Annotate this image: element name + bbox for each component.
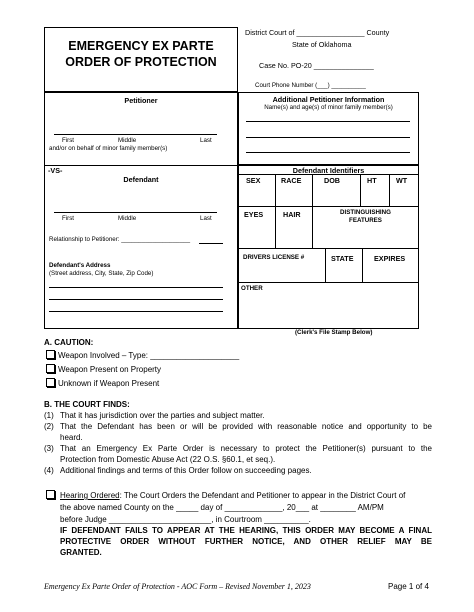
id-divider <box>275 206 276 248</box>
additional-petitioner-heading: Additional Petitioner Information <box>272 95 385 104</box>
defendant-last-label: Last <box>200 215 212 222</box>
page-number: Page 1 of 4 <box>388 582 429 591</box>
finding-num: (1) <box>44 411 54 420</box>
weapon-involved-checkbox[interactable] <box>46 350 55 359</box>
weapon-involved-label: Weapon Involved – Type: ____________________ <box>58 351 240 360</box>
expires-label: EXPIRES <box>374 254 406 263</box>
minor-line-2[interactable] <box>246 137 410 138</box>
state-line: State of Oklahoma <box>292 40 352 49</box>
hearing-text: : The Court Orders the Defendant and Petitioner to appear in the District Court of <box>119 491 406 500</box>
id-row-divider <box>238 282 419 283</box>
sex-label: SEX <box>246 176 261 185</box>
identifiers-row-top <box>238 174 419 175</box>
hearing-judge-line[interactable]: before Judge _______________________, in Courtroom __________. <box>60 515 311 524</box>
hearing-ordered-label: Hearing Ordered <box>60 491 120 500</box>
address-line-1[interactable] <box>49 287 223 288</box>
id-divider <box>325 248 326 282</box>
district-court-line[interactable]: District Court of _________________ County <box>245 28 390 37</box>
footer-form-name: Emergency Ex Parte Order of Protection - AOC Form – Revised November 1, 2023 <box>44 582 311 591</box>
id-divider <box>360 174 361 206</box>
finding-text: heard. <box>60 433 83 442</box>
eyes-label: EYES <box>244 210 264 219</box>
hearing-warning-line1: IF DEFENDANT FAILS TO APPEAR AT THE HEARING, THIS ORDER MAY BECOME A FINAL <box>60 526 432 535</box>
petitioner-heading: Petitioner <box>124 96 158 105</box>
petitioner-divider <box>44 165 238 166</box>
weapon-unknown-label: Unknown if Weapon Present <box>58 379 160 388</box>
finding-text: Protection from Domestic Abuse Act (22 O.S. §60.1, et seq.). <box>60 455 276 464</box>
identifiers-heading: Defendant Identifiers <box>292 166 365 175</box>
hearing-ordered-checkbox[interactable] <box>46 490 55 499</box>
relationship-field[interactable]: Relationship to Petitioner: ____________________ <box>49 236 191 243</box>
weapon-present-checkbox[interactable] <box>46 364 55 373</box>
relationship-underline <box>199 243 223 244</box>
dob-label: DOB <box>324 176 340 185</box>
id-divider <box>275 174 276 206</box>
drivers-license-label: DRIVERS LICENSE # <box>243 254 305 261</box>
hearing-warning-line3: GRANTED. <box>60 548 102 557</box>
id-divider <box>312 174 313 206</box>
finding-text: That the Defendant has been or will be provided with reasonable notice and opportunity to be <box>60 422 432 431</box>
finding-text: Additional findings and terms of this Order follow on succeeding pages. <box>60 466 312 475</box>
ht-label: HT <box>367 176 377 185</box>
address-line-3[interactable] <box>49 311 223 312</box>
petitioner-last-label: Last <box>200 137 212 144</box>
additional-petitioner-sub: Name(s) and age(s) of minor family member(s) <box>264 104 393 111</box>
petitioner-name-line[interactable] <box>54 134 217 135</box>
defendant-identifiers-box <box>238 165 419 329</box>
case-number-field[interactable]: Case No. PO-20 _______________ <box>259 61 374 70</box>
defendant-address-heading: Defendant's Address <box>49 262 111 269</box>
address-line-2[interactable] <box>49 299 223 300</box>
form-title-line1: EMERGENCY EX PARTE <box>68 39 214 53</box>
finding-num: (4) <box>44 466 54 475</box>
clerk-stamp-label: (Clerk's File Stamp Below) <box>295 329 373 336</box>
minor-line-3[interactable] <box>246 152 410 153</box>
weapon-unknown-checkbox[interactable] <box>46 378 55 387</box>
finding-num: (2) <box>44 422 54 431</box>
petitioner-on-behalf: and/or on behalf of minor family member(s) <box>49 145 168 152</box>
defendant-middle-label: Middle <box>118 215 137 222</box>
weapon-present-label: Weapon Present on Property <box>58 365 162 374</box>
id-row-divider <box>238 248 419 249</box>
defendant-name-line[interactable] <box>54 212 217 213</box>
petitioner-first-label: First <box>62 137 75 144</box>
hearing-line1 <box>60 491 405 500</box>
race-label: RACE <box>281 176 302 185</box>
defendant-first-label: First <box>62 215 75 222</box>
id-divider <box>362 248 363 282</box>
finding-num: (3) <box>44 444 54 453</box>
defendant-address-sub: (Street address, City, State, Zip Code) <box>49 270 154 277</box>
id-row-divider <box>238 206 419 207</box>
caution-heading: A. CAUTION: <box>44 338 94 347</box>
finding-text: That it has jurisdiction over the parties and subject matter. <box>60 411 265 420</box>
minor-line-1[interactable] <box>246 121 410 122</box>
features-label: FEATURES <box>349 217 382 224</box>
distinguishing-label: DISTINGUISHING <box>340 209 391 216</box>
defendant-heading: Defendant <box>123 175 159 184</box>
hearing-warning-line2: PROTECTIVE ORDER WITHOUT FURTHER NOTICE, AND OTHER RELIEF MAY BE <box>60 537 432 546</box>
hair-label: HAIR <box>283 210 301 219</box>
findings-heading: B. THE COURT FINDS: <box>44 400 130 409</box>
state-id-label: STATE <box>331 254 354 263</box>
party-box <box>44 92 238 329</box>
other-label: OTHER <box>241 285 263 292</box>
wt-label: WT <box>396 176 408 185</box>
court-phone-field[interactable]: Court Phone Number (___) __________ <box>255 82 366 89</box>
versus-label: -VS- <box>48 166 63 175</box>
hearing-date-line[interactable]: the above named County on the _____ day of _____________, 20___ at ________ AM/PM <box>60 503 384 512</box>
form-title-line2: ORDER OF PROTECTION <box>65 55 217 69</box>
petitioner-middle-label: Middle <box>118 137 137 144</box>
finding-text: That an Emergency Ex Parte Order is necessary to protect the Petitioner(s) pursuant to the <box>60 444 432 453</box>
id-divider <box>389 174 390 206</box>
